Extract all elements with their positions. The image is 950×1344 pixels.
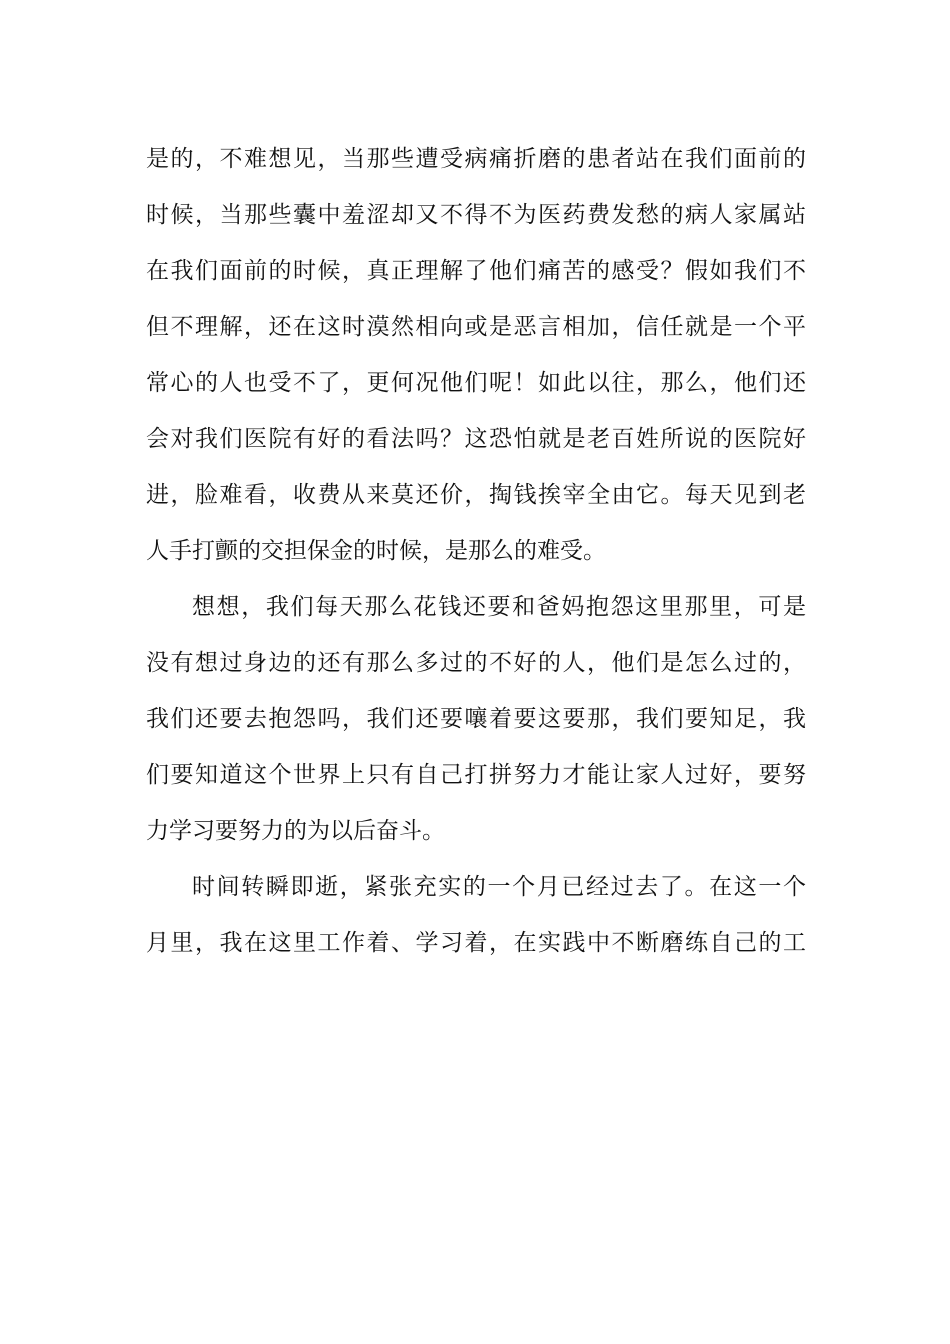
- text-line: 没有想过身边的还有那么多过的不好的人，他们是怎么过的，: [146, 650, 806, 676]
- text-line: 时间转瞬即逝，紧张充实的一个月已经过去了。在这一个: [192, 874, 806, 900]
- text-line: 想想，我们每天那么花钱还要和爸妈抱怨这里那里，可是: [192, 594, 806, 620]
- text-line: 力学习要努力的为以后奋斗。: [146, 818, 445, 844]
- text-line: 们要知道这个世界上只有自己打拼努力才能让家人过好，要努: [146, 762, 806, 788]
- text-line: 进，脸难看，收费从来莫还价，掏钱挨宰全由它。每天见到老: [146, 482, 806, 508]
- text-line: 是的，不难想见，当那些遭受病痛折磨的患者站在我们面前的: [146, 146, 806, 172]
- text-line: 月里，我在这里工作着、学习着，在实践中不断磨练自己的工: [146, 930, 806, 956]
- text-line: 时候，当那些囊中羞涩却又不得不为医药费发愁的病人家属站: [146, 202, 806, 228]
- text-line: 常心的人也受不了，更何况他们呢！如此以往，那么，他们还: [146, 370, 806, 396]
- text-line: 人手打颤的交担保金的时候，是那么的难受。: [146, 538, 606, 564]
- text-line: 我们还要去抱怨吗，我们还要嚷着要这要那，我们要知足，我: [146, 706, 806, 732]
- text-line: 在我们面前的时候，真正理解了他们痛苦的感受？假如我们不: [146, 258, 806, 284]
- text-line: 会对我们医院有好的看法吗？这恐怕就是老百姓所说的医院好: [146, 426, 806, 452]
- text-line: 但不理解，还在这时漠然相向或是恶言相加，信任就是一个平: [146, 314, 806, 340]
- body-text: [146, 131, 806, 971]
